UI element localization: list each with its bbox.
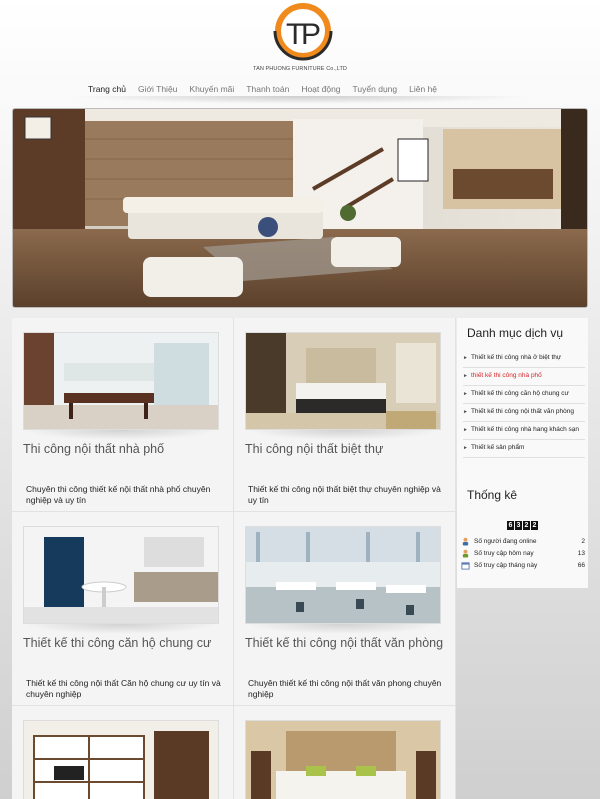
svg-text:P: P	[301, 18, 322, 51]
bullet-icon: ►	[463, 409, 468, 415]
service-category-item[interactable]: ► Thiết kế thi công nhà hang khách sạn	[463, 422, 585, 440]
calendar-month-icon	[461, 561, 470, 570]
service-card-image[interactable]	[23, 720, 219, 799]
site-header	[0, 0, 600, 104]
service-card-image[interactable]	[245, 526, 441, 624]
stat-row: Số truy cập hôm nay 13	[461, 547, 585, 559]
nav-payment[interactable]: Thanh toán	[246, 84, 290, 94]
service-card-description: Thiết kế thi công nội thất Căn hộ chung cư uy tín và chuyên nghiệp	[26, 678, 221, 699]
hero-banner-image	[12, 108, 588, 308]
service-category-item[interactable]: ► Thiết kế sản phẩm	[463, 440, 585, 458]
bullet-icon: ►	[463, 427, 468, 433]
user-online-icon	[461, 537, 470, 546]
stats-list	[461, 535, 585, 571]
service-card-description: Chuyên thiết kế thi công nội thất văn phong chuyên nghiệp	[248, 678, 442, 699]
visit-counter	[507, 521, 538, 530]
service-card-title[interactable]: Thiết kế thi công nội thất văn phòng	[245, 636, 444, 650]
stats-heading: Thống kê	[467, 488, 518, 502]
service-grid	[12, 318, 456, 799]
sidebar	[457, 318, 588, 588]
service-card-title[interactable]: Thi công nội thất biệt thự	[245, 442, 384, 456]
counter-digit: 3	[516, 522, 521, 529]
users-today-icon	[461, 549, 470, 558]
stat-row: Số truy cập tháng này 66	[461, 559, 585, 571]
counter-digit: 6	[508, 522, 513, 529]
service-card-description: Thiết kế thi công nội thất biệt thự chuyên nghiệp và uy tín	[248, 484, 441, 505]
service-card[interactable]	[234, 706, 456, 799]
bullet-icon: ►	[463, 373, 468, 379]
stat-row: Số người đang online 2	[461, 535, 585, 547]
service-card-image[interactable]	[245, 332, 441, 430]
svg-text:T: T	[286, 18, 305, 51]
service-card[interactable]	[12, 318, 234, 512]
service-card[interactable]	[234, 318, 456, 512]
counter-digit: 2	[532, 522, 537, 529]
service-card[interactable]	[12, 512, 234, 706]
service-category-item[interactable]: ► thiết kế thi công nhà phố	[463, 368, 585, 386]
nav-careers[interactable]: Tuyển dụng	[352, 84, 398, 94]
nav-about[interactable]: Giới Thiệu	[137, 84, 178, 94]
nav-home[interactable]: Trang chủ	[88, 84, 126, 94]
services-heading: Danh mục dịch vụ	[467, 326, 564, 340]
nav-promotions[interactable]: Khuyến mãi	[189, 84, 235, 94]
nav-shadow	[70, 96, 530, 104]
counter-digit: 2	[524, 522, 529, 529]
service-card-description: Chuyên thi công thiết kế nội thất nhà phố chuyên nghiệp và uy tín	[26, 484, 211, 505]
service-card[interactable]	[12, 706, 234, 799]
service-category-item[interactable]: ► Thiết kế thi công nhà ở biệt thự	[463, 350, 585, 368]
service-category-item[interactable]: ► Thiết kế thi công nội thất văn phòng	[463, 404, 585, 422]
nav-activities[interactable]: Hoạt động	[301, 84, 341, 94]
bullet-icon: ►	[463, 391, 468, 397]
service-card-title[interactable]: Thiết kế thi công căn hộ chung cư	[23, 636, 212, 650]
nav-contact[interactable]: Liên hệ	[409, 84, 438, 94]
bullet-icon: ►	[463, 355, 468, 361]
service-category-item[interactable]: ► Thiết kế thi công căn hộ chung cư	[463, 386, 585, 404]
service-card-image[interactable]	[245, 720, 441, 799]
company-name: TAN PHUONG FURNITURE Co.,LTD	[253, 66, 347, 72]
bullet-icon: ►	[463, 445, 468, 451]
service-card[interactable]	[234, 512, 456, 706]
service-card-title[interactable]: Thi công nội thất nhà phố	[23, 442, 165, 456]
service-card-image[interactable]	[23, 332, 219, 430]
service-card-image[interactable]	[23, 526, 219, 624]
service-category-list	[463, 350, 585, 458]
